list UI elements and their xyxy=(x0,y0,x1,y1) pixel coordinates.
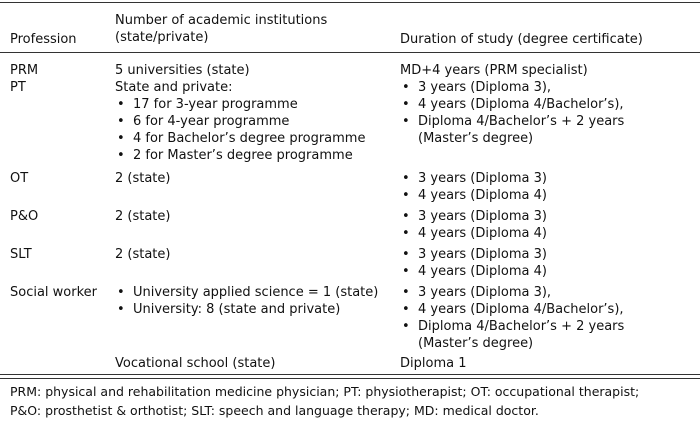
profession-cell: Social worker xyxy=(10,285,98,300)
duration-cell xyxy=(400,79,695,147)
institutions-cell xyxy=(115,79,395,164)
institutions-list xyxy=(115,284,395,318)
footnote-line: PRM: physical and rehabilitation medicine physician; PT: physiotherapist; OT: occupational therapist; xyxy=(10,384,640,399)
list-item: • 3 years (Diploma 3) xyxy=(400,170,695,187)
header-rule xyxy=(0,52,700,53)
duration-continuation: (Master’s degree) xyxy=(418,336,534,351)
list-item: • 3 years (Diploma 3) xyxy=(400,246,695,263)
institutions-cell xyxy=(115,284,395,318)
duration-cell xyxy=(400,284,695,352)
list-item: • 4 years (Diploma 4) xyxy=(400,225,695,242)
list-item: • University applied science = 1 (state) xyxy=(115,284,395,301)
list-item: • Diploma 4/Bachelor’s + 2 years xyxy=(400,318,695,335)
institutions-cell: 2 (state) xyxy=(115,247,171,262)
institutions-cell: 2 (state) xyxy=(115,209,171,224)
header-institutions: Number of academic institutions (state/private) xyxy=(115,13,328,45)
list-item: • 3 years (Diploma 3), xyxy=(400,79,695,96)
list-item: • 4 years (Diploma 4) xyxy=(400,187,695,204)
header-duration: Duration of study (degree certificate) xyxy=(400,32,643,47)
institutions-cell: Vocational school (state) xyxy=(115,356,276,371)
institutions-cell: 5 universities (state) xyxy=(115,63,250,78)
bottom-rule xyxy=(0,374,700,375)
list-item: • 3 years (Diploma 3) xyxy=(400,208,695,225)
duration-cell: Diploma 1 xyxy=(400,356,467,371)
list-item: • 3 years (Diploma 3), xyxy=(400,284,695,301)
bottom-rule-double xyxy=(0,378,700,379)
duration-cell xyxy=(400,208,695,242)
list-item: • 6 for 4-year programme xyxy=(115,113,395,130)
list-item: • Diploma 4/Bachelor’s + 2 years xyxy=(400,113,695,130)
list-item: • University: 8 (state and private) xyxy=(115,301,395,318)
institutions-list xyxy=(115,96,395,164)
list-item: • 4 years (Diploma 4/Bachelor’s), xyxy=(400,96,695,113)
duration-continuation: (Master’s degree) xyxy=(418,131,534,146)
top-rule xyxy=(0,2,700,3)
duration-list xyxy=(400,170,695,204)
profession-cell: PT xyxy=(10,80,26,95)
header-profession: Profession xyxy=(10,32,77,47)
institutions-cell: 2 (state) xyxy=(115,171,171,186)
list-item: • 17 for 3-year programme xyxy=(115,96,395,113)
list-item: • 2 for Master’s degree programme xyxy=(115,147,395,164)
duration-cell xyxy=(400,246,695,280)
list-item: • 4 years (Diploma 4/Bachelor’s), xyxy=(400,301,695,318)
duration-cell xyxy=(400,170,695,204)
profession-cell: SLT xyxy=(10,247,32,262)
list-item: • 4 years (Diploma 4) xyxy=(400,263,695,280)
duration-list xyxy=(400,208,695,242)
duration-list xyxy=(400,246,695,280)
duration-list xyxy=(400,79,695,130)
profession-cell: P&O xyxy=(10,209,39,224)
profession-cell: OT xyxy=(10,171,29,186)
footnote xyxy=(10,382,698,420)
duration-list xyxy=(400,284,695,335)
profession-cell: PRM xyxy=(10,63,39,78)
list-item: • 4 for Bachelor’s degree programme xyxy=(115,130,395,147)
duration-cell: MD+4 years (PRM specialist) xyxy=(400,63,588,78)
institutions-intro: State and private: xyxy=(115,80,233,95)
footnote-line: P&O: prosthetist & orthotist; SLT: speech and language therapy; MD: medical doctor. xyxy=(10,403,539,418)
